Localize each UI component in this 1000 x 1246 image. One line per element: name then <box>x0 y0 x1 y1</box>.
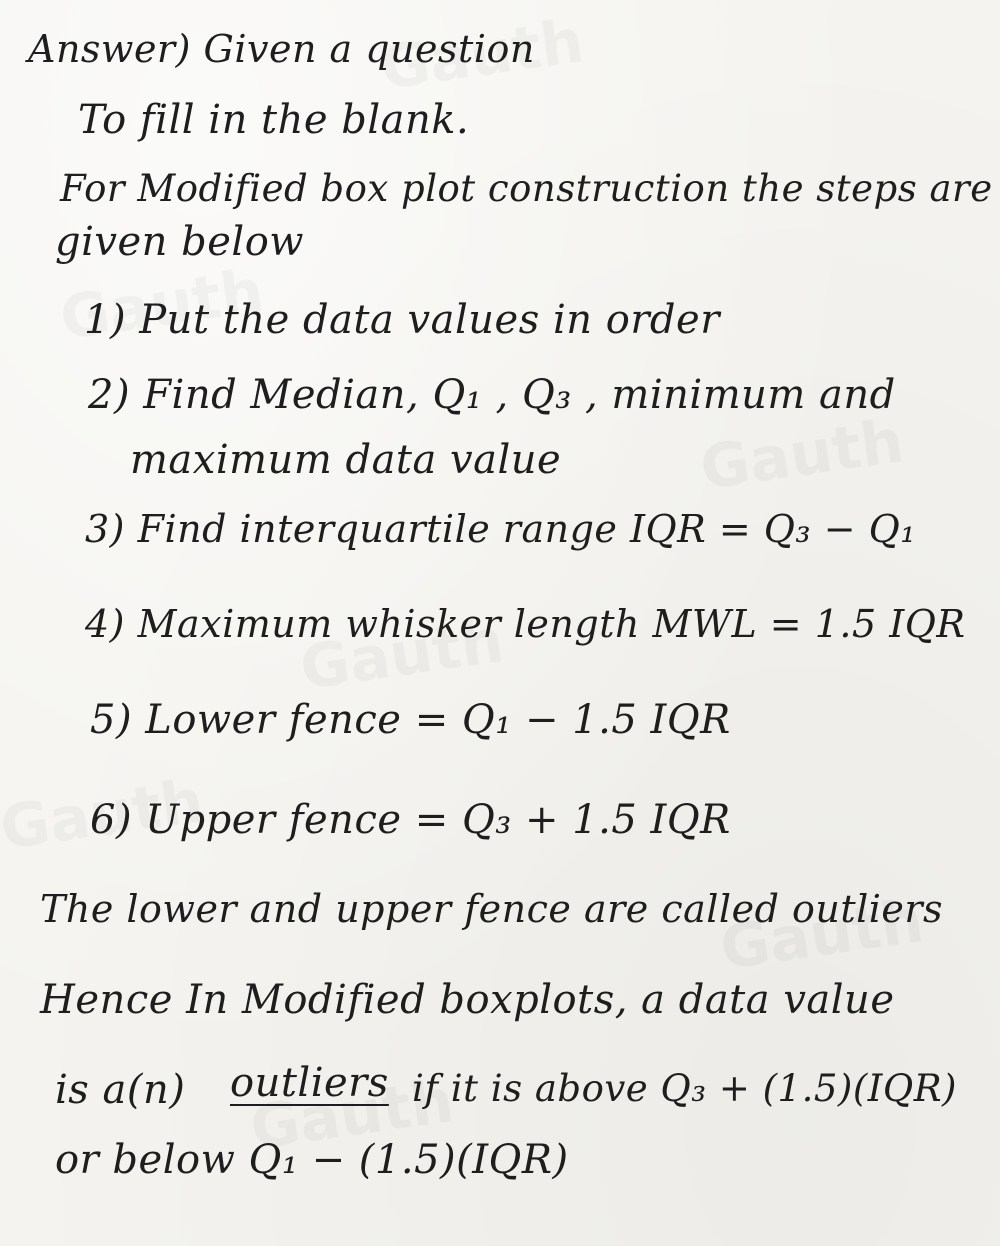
step-5: 5) Lower fence = Q₁ − 1.5 IQR <box>90 697 731 743</box>
answer-line-suffix: if it is above Q₃ + (1.5)(IQR) <box>412 1067 957 1110</box>
conclusion-line: Hence In Modified boxplots, a data value <box>40 977 895 1023</box>
step-3: 3) Find interquartile range IQR = Q₃ − Q₁ <box>85 507 917 551</box>
intro-line: To fill in the blank. <box>78 97 470 143</box>
step-2-cont: maximum data value <box>130 437 562 483</box>
intro-steps-line-cont: given below <box>55 219 305 265</box>
step-1: 1) Put the data values in order <box>84 297 720 343</box>
answer-line-end: or below Q₁ − (1.5)(IQR) <box>55 1137 569 1183</box>
step-6: 6) Upper fence = Q₃ + 1.5 IQR <box>90 797 731 843</box>
step-2: 2) Find Median, Q₁ , Q₃ , minimum and <box>88 372 896 418</box>
answer-heading: Answer) Given a question <box>28 27 535 71</box>
step-4: 4) Maximum whisker length MWL = 1.5 IQR <box>85 602 966 646</box>
fence-note: The lower and upper fence are called outliers <box>40 887 944 931</box>
background-watermark <box>696 406 908 504</box>
intro-steps-line: For Modified box plot construction the steps are <box>60 167 993 210</box>
answer-blank: outliers <box>230 1060 389 1106</box>
answer-line-prefix: is a(n) <box>55 1067 186 1113</box>
